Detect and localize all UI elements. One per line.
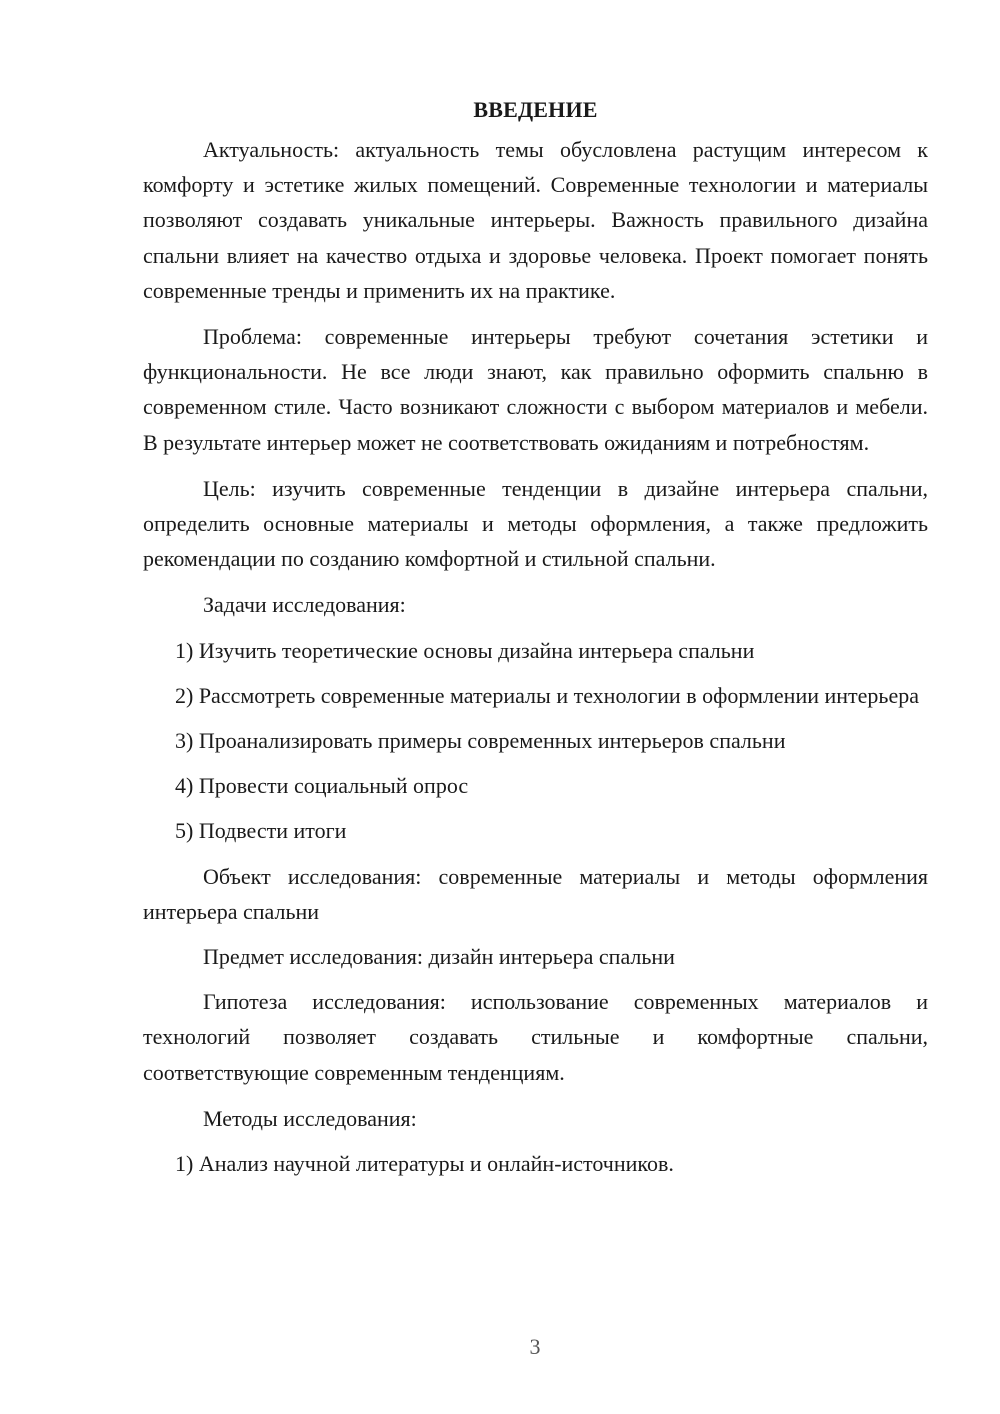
task-item-3: 3) Проанализировать примеры современных интерьеров спальни xyxy=(175,728,786,754)
section-title: ВВЕДЕНИЕ xyxy=(473,97,598,122)
goal-paragraph: Цель: изучить современные тенденции в дизайне интерьера спальни, определить основные материалы и методы оформления, а также предложить рекомендации по созданию комфортной и стильной спальни. xyxy=(143,475,928,572)
task-item-1: 1) Изучить теоретические основы дизайна интерьера спальни xyxy=(175,637,755,663)
task-item-4: 4) Провести социальный опрос xyxy=(175,773,469,799)
task-item-2: 2) Рассмотреть современные материалы и технологии в оформлении интерьера xyxy=(175,682,919,708)
relevance-paragraph: Актуальность: актуальность темы обусловлена растущим интересом к комфорту и эстетике жилых помещений. Современные технологии и материалы позволяют создавать уникальные интерьеры. Важность правильного дизайна спальни влияет на качество отдыха и здоровье человека. Проект помогает понять современные тренды и применить их на практике. xyxy=(143,137,928,303)
document-page xyxy=(143,92,928,1181)
method-item-1: 1) Анализ научной литературы и онлайн-источников. xyxy=(175,1151,674,1177)
task-item-5: 5) Подвести итоги xyxy=(175,818,347,844)
tasks-heading: Задачи исследования: xyxy=(203,592,406,618)
object-paragraph: Объект исследования: современные материалы и методы оформления интерьера спальни xyxy=(143,863,928,924)
hypothesis-paragraph: Гипотеза исследования: использование современных материалов и технологий позволяет создавать стильные и комфортные спальни, соответствующие современным тенденциям. xyxy=(143,989,928,1085)
page-number: 3 xyxy=(529,1334,541,1359)
problem-paragraph: Проблема: современные интерьеры требуют сочетания эстетики и функциональности. Не все люди знают, как правильно оформить спальню в современном стиле. Часто возникают сложности с выбором материалов и мебели. В результате интерьер может не соответствовать ожиданиям и потребностям. xyxy=(143,324,928,455)
subject-paragraph: Предмет исследования: дизайн интерьера спальни xyxy=(203,944,675,970)
methods-heading: Методы исследования: xyxy=(203,1105,417,1131)
